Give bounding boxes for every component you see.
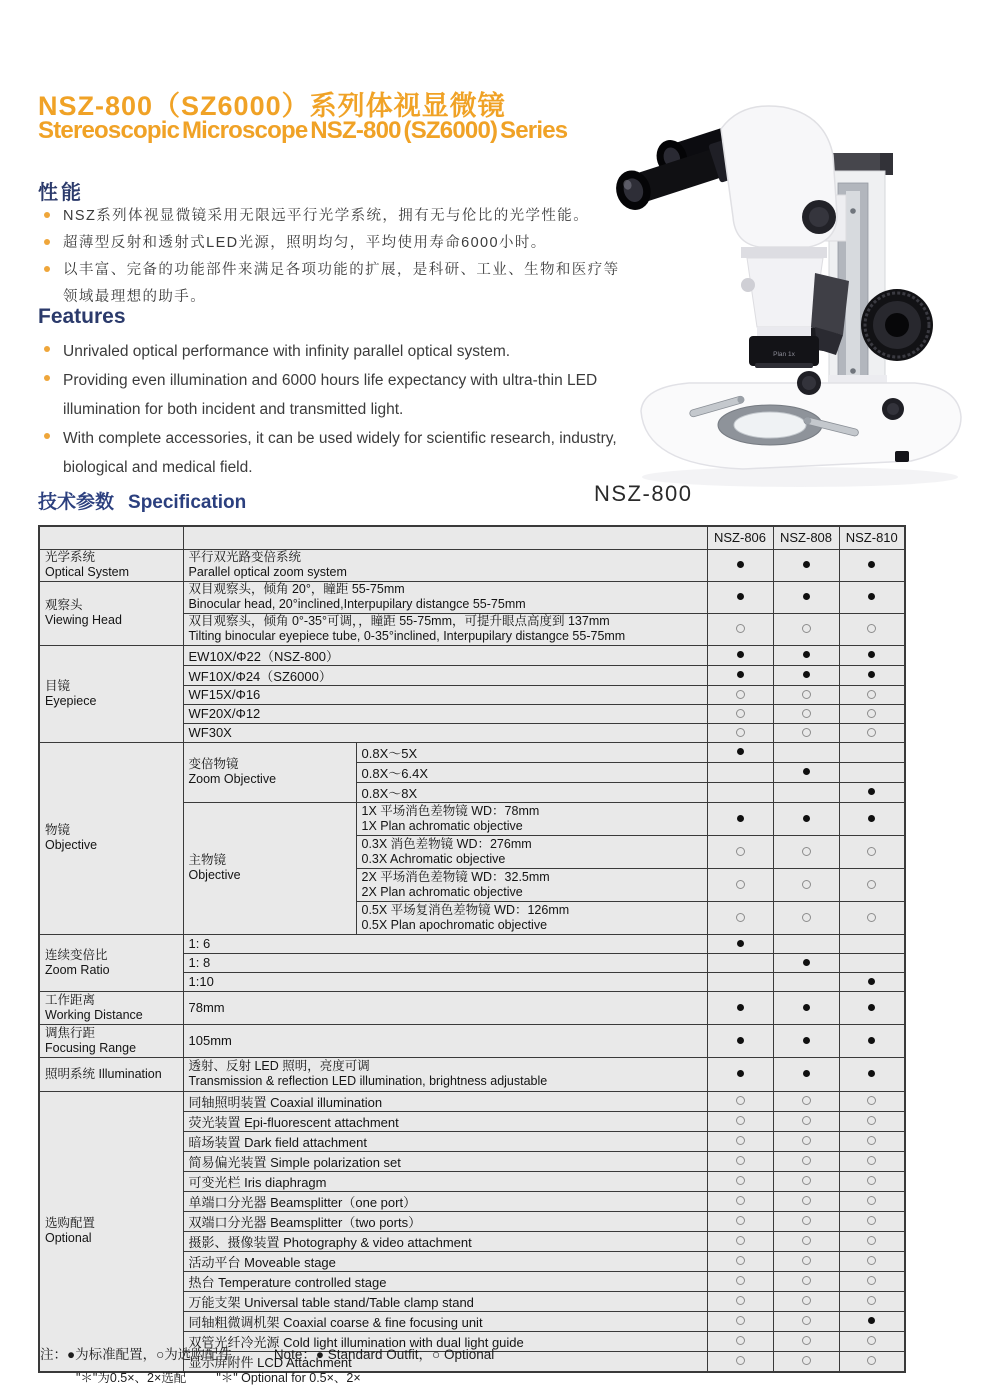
spec-desc-cell: WF30X <box>183 723 707 742</box>
spec-desc-cell: 荧光装置 Epi-fluorescent attachment <box>183 1111 707 1131</box>
spec-mark-cell <box>839 1291 905 1311</box>
power-switch <box>895 451 909 462</box>
spec-desc-cell: 1: 8 <box>183 953 707 972</box>
performance-list <box>40 203 625 311</box>
spec-mark-cell <box>773 704 839 723</box>
performance-item: NSZ系列体视显微镜采用无限远平行光学系统，拥有无与伦比的光学性能。 <box>40 203 625 230</box>
spec-mark-cell <box>773 934 839 953</box>
spec-desc-cell: WF10X/Φ24（SZ6000） <box>183 665 707 685</box>
spec-mark-cell <box>839 613 905 645</box>
table-row <box>39 549 905 581</box>
spec-mark-cell <box>773 1231 839 1251</box>
spec-category-cell: 连续变倍比 Zoom Ratio <box>39 934 183 991</box>
illuminator <box>811 273 849 335</box>
spec-desc-cell: 0.8X～6.4X <box>356 762 707 782</box>
spec-desc-cell: 0.8X～5X <box>356 742 707 762</box>
header-empty-cell <box>183 526 707 549</box>
spec-mark-cell <box>773 645 839 665</box>
spec-desc-cell: 78mm <box>183 991 707 1024</box>
spec-mark-cell <box>839 704 905 723</box>
spec-mark-cell <box>839 835 905 868</box>
spec-mark-cell <box>707 1331 773 1351</box>
spec-mark-cell <box>773 1271 839 1291</box>
microscope-photo <box>595 75 985 505</box>
spec-desc-cell: 0.5X 平场复消色差物镜 WD：126mm 0.5X Plan apochromatic objective <box>356 901 707 934</box>
spec-mark-cell <box>839 685 905 704</box>
spec-mark-cell <box>839 1251 905 1271</box>
spec-table <box>38 525 906 1373</box>
spec-mark-cell <box>773 1251 839 1271</box>
spec-mark-cell <box>707 762 773 782</box>
spec-mark-cell <box>707 1131 773 1151</box>
specification-heading-zh: 技术参数 <box>38 492 115 513</box>
spec-mark-cell <box>773 1191 839 1211</box>
spec-mark-cell <box>773 1351 839 1372</box>
model-column-header: NSZ-806 <box>707 526 773 549</box>
table-row <box>39 1057 905 1091</box>
spec-category-cell: 观察头 Viewing Head <box>39 581 183 645</box>
spec-mark-cell <box>839 665 905 685</box>
spec-mark-cell <box>773 1171 839 1191</box>
spec-category-cell: 调焦行距 Focusing Range <box>39 1024 183 1057</box>
spec-mark-cell <box>839 742 905 762</box>
spec-mark-cell <box>773 1091 839 1111</box>
spec-mark-cell <box>773 868 839 901</box>
spec-desc-cell: 双目观察头，倾角 20°，瞳距 55-75mm Binocular head, 20°inclined,Interpupilary distangce 55-75mm <box>183 581 707 613</box>
spec-mark-cell <box>707 835 773 868</box>
spec-desc-cell: 2X 平场消色差物镜 WD：32.5mm 2X Plan achromatic objective <box>356 868 707 901</box>
notes-line1: 注：●为标准配置，○为选购配件 Note：● Standard Outfit，○ Optional <box>40 1347 495 1362</box>
spec-mark-cell <box>839 1331 905 1351</box>
header-empty-cell <box>39 526 183 549</box>
table-row <box>39 581 905 613</box>
table-row <box>39 645 905 665</box>
spec-mark-cell <box>707 991 773 1024</box>
spec-mark-cell <box>773 991 839 1024</box>
spec-mark-cell <box>839 549 905 581</box>
spec-mark-cell <box>839 1311 905 1331</box>
spec-mark-cell <box>707 1151 773 1171</box>
spec-desc-cell: 单端口分光器 Beamsplitter（one port） <box>183 1191 707 1211</box>
spec-mark-cell <box>707 1191 773 1211</box>
spec-mark-cell <box>773 802 839 835</box>
table-row <box>39 1024 905 1057</box>
notes-line2: "＊"为0.5×、2×选配 "＊" Optional for 0.5×、2× <box>76 1371 361 1385</box>
spec-desc-cell: 0.8X～8X <box>356 782 707 802</box>
spec-mark-cell <box>839 868 905 901</box>
spec-mark-cell <box>707 549 773 581</box>
spec-desc-cell: WF15X/Φ16 <box>183 685 707 704</box>
footer-notes <box>40 1343 494 1386</box>
spec-desc-cell: 105mm <box>183 1024 707 1057</box>
spec-mark-cell <box>707 1057 773 1091</box>
table-row <box>39 1091 905 1111</box>
model-column-header: NSZ-810 <box>839 526 905 549</box>
spec-mark-cell <box>707 581 773 613</box>
spec-category-cell: 工作距离 Working Distance <box>39 991 183 1024</box>
spec-desc-cell: 同轴粗微调机架 Coaxial coarse & fine focusing unit <box>183 1311 707 1331</box>
spec-category-cell: 选购配置 Optional <box>39 1091 183 1372</box>
spec-mark-cell <box>839 1191 905 1211</box>
spec-mark-cell <box>773 762 839 782</box>
spec-mark-cell <box>707 704 773 723</box>
table-header-row <box>39 526 905 549</box>
spec-mark-cell <box>839 1151 905 1171</box>
spec-mark-cell <box>839 1111 905 1131</box>
spec-mark-cell <box>707 868 773 901</box>
spec-mark-cell <box>839 972 905 991</box>
spec-mark-cell <box>773 1111 839 1131</box>
spec-category-cell: 目镜 Eyepiece <box>39 645 183 742</box>
spec-desc-cell: 平行双光路变倍系统 Parallel optical zoom system <box>183 549 707 581</box>
spec-mark-cell <box>707 1311 773 1331</box>
spec-subcategory-cell: 主物镜 Objective <box>183 802 356 934</box>
spec-mark-cell <box>839 581 905 613</box>
spec-desc-cell: 显示屏附件 LCD Attachment <box>183 1351 707 1372</box>
spec-desc-cell: 0.3X 消色差物镜 WD：276mm 0.3X Achromatic objective <box>356 835 707 868</box>
zoom-body <box>747 258 823 327</box>
spec-mark-cell <box>773 613 839 645</box>
feature-item: Providing even illumination and 6000 hours life expectancy with ultra-thin LED illumination for both incident and transmitted light. <box>40 366 632 424</box>
table-row <box>39 991 905 1024</box>
spec-desc-cell: 摄影、摄像装置 Photography & video attachment <box>183 1231 707 1251</box>
spec-mark-cell <box>839 1024 905 1057</box>
spec-mark-cell <box>839 1091 905 1111</box>
spec-desc-cell: 双管光纤冷光源 Cold light illumination with dual light guide <box>183 1331 707 1351</box>
spec-mark-cell <box>707 1111 773 1131</box>
spec-subcategory-cell: 变倍物镜 Zoom Objective <box>183 742 356 802</box>
spec-mark-cell <box>707 934 773 953</box>
model-column-header: NSZ-808 <box>773 526 839 549</box>
spec-mark-cell <box>707 1351 773 1372</box>
spec-mark-cell <box>707 1024 773 1057</box>
spec-mark-cell <box>707 972 773 991</box>
performance-heading: 性能 <box>38 182 84 204</box>
spec-mark-cell <box>707 1251 773 1271</box>
spec-desc-cell: 活动平台 Moveable stage <box>183 1251 707 1271</box>
spec-mark-cell <box>839 1131 905 1151</box>
spec-mark-cell <box>707 1231 773 1251</box>
spec-mark-cell <box>773 581 839 613</box>
spec-category-cell: 物镜 Objective <box>39 742 183 934</box>
spec-mark-cell <box>707 1211 773 1231</box>
spec-desc-cell: 可变光栏 Iris diaphragm <box>183 1171 707 1191</box>
spec-mark-cell <box>839 1211 905 1231</box>
spec-mark-cell <box>707 802 773 835</box>
spec-mark-cell <box>773 1211 839 1231</box>
spec-mark-cell <box>839 1231 905 1251</box>
spec-mark-cell <box>839 1351 905 1372</box>
spec-mark-cell <box>839 991 905 1024</box>
spec-desc-cell: 暗场装置 Dark field attachment <box>183 1131 707 1151</box>
feature-item: Unrivaled optical performance with infinity parallel optical system. <box>40 337 632 366</box>
spec-desc-cell: 同轴照明装置 Coaxial illumination <box>183 1091 707 1111</box>
page-title-en: Stereoscopic Microscope NSZ-800 (SZ6000) Series <box>38 117 568 144</box>
spec-mark-cell <box>773 1131 839 1151</box>
spec-desc-cell: EW10X/Φ22（NSZ-800） <box>183 645 707 665</box>
spec-desc-cell: 热台 Temperature controlled stage <box>183 1271 707 1291</box>
spec-mark-cell <box>707 742 773 762</box>
spec-mark-cell <box>773 1057 839 1091</box>
spec-mark-cell <box>773 1151 839 1171</box>
table-row <box>39 934 905 953</box>
spec-mark-cell <box>839 645 905 665</box>
spec-mark-cell <box>839 782 905 802</box>
spec-category-cell: 照明系统 Illumination <box>39 1057 183 1091</box>
spec-mark-cell <box>707 613 773 645</box>
spec-category-cell: 光学系统 Optical System <box>39 549 183 581</box>
spec-mark-cell <box>773 953 839 972</box>
spec-desc-cell: 万能支架 Universal table stand/Table clamp stand <box>183 1291 707 1311</box>
spec-desc-cell: 双端口分光器 Beamsplitter（two ports） <box>183 1211 707 1231</box>
spec-mark-cell <box>773 723 839 742</box>
spec-mark-cell <box>773 1311 839 1331</box>
spec-mark-cell <box>707 1271 773 1291</box>
spec-mark-cell <box>839 1271 905 1291</box>
spec-mark-cell <box>707 723 773 742</box>
spec-mark-cell <box>839 723 905 742</box>
base-shadow <box>642 467 958 487</box>
spec-mark-cell <box>773 665 839 685</box>
spec-mark-cell <box>839 934 905 953</box>
features-heading: Features <box>38 305 126 328</box>
spec-mark-cell <box>773 972 839 991</box>
spec-mark-cell <box>707 953 773 972</box>
spec-mark-cell <box>773 742 839 762</box>
spec-mark-cell <box>773 549 839 581</box>
spec-mark-cell <box>839 1057 905 1091</box>
specification-heading <box>38 487 246 514</box>
spec-desc-cell: 双目观察头，倾角 0°-35°可调，，瞳距 55-75mm，可提升眼点高度到 137mm Tilting binocular eyepiece tube, 0-35°inclined, Interpupilary distangce 55-75mm <box>183 613 707 645</box>
spec-mark-cell <box>773 782 839 802</box>
spec-mark-cell <box>839 953 905 972</box>
svg-text:Plan 1x: Plan 1x <box>773 351 795 358</box>
spec-desc-cell: 简易偏光装置 Simple polarization set <box>183 1151 707 1171</box>
spec-mark-cell <box>707 645 773 665</box>
table-row <box>39 742 905 762</box>
performance-item: 以丰富、完备的功能部件来满足各项功能的扩展，是科研、工业、生物和医疗等领域最理想的助手。 <box>40 257 625 311</box>
spec-desc-cell: WF20X/Φ12 <box>183 704 707 723</box>
feature-item: With complete accessories, it can be used widely for scientific research, industry, biological and medical field. <box>40 424 632 482</box>
spec-desc-cell: 1X 平场消色差物镜 WD：78mm 1X Plan achromatic objective <box>356 802 707 835</box>
spec-mark-cell <box>707 1091 773 1111</box>
spec-mark-cell <box>707 665 773 685</box>
spec-desc-cell: 透射、反射 LED 照明，亮度可调 Transmission & reflection LED illumination, brightness adjustable <box>183 1057 707 1091</box>
spec-mark-cell <box>839 901 905 934</box>
spec-mark-cell <box>773 901 839 934</box>
spec-mark-cell <box>773 685 839 704</box>
spec-mark-cell <box>839 762 905 782</box>
page-title-zh: NSZ-800（SZ6000）系列体视显微镜 <box>38 91 506 121</box>
spec-mark-cell <box>707 901 773 934</box>
spec-mark-cell <box>707 685 773 704</box>
spec-mark-cell <box>773 1291 839 1311</box>
spec-mark-cell <box>773 1331 839 1351</box>
spec-desc-cell: 1:10 <box>183 972 707 991</box>
performance-item: 超薄型反射和透射式LED光源，照明均匀，平均使用寿命6000小时。 <box>40 230 625 257</box>
spec-mark-cell <box>707 1171 773 1191</box>
spec-mark-cell <box>773 1024 839 1057</box>
spec-mark-cell <box>707 1291 773 1311</box>
spec-mark-cell <box>773 835 839 868</box>
spec-mark-cell <box>839 1171 905 1191</box>
spec-mark-cell <box>839 802 905 835</box>
spec-desc-cell: 1: 6 <box>183 934 707 953</box>
spec-mark-cell <box>707 782 773 802</box>
specification-heading-en: Specification <box>128 492 247 513</box>
model-label: NSZ-800 <box>594 481 693 506</box>
features-list <box>40 337 632 482</box>
